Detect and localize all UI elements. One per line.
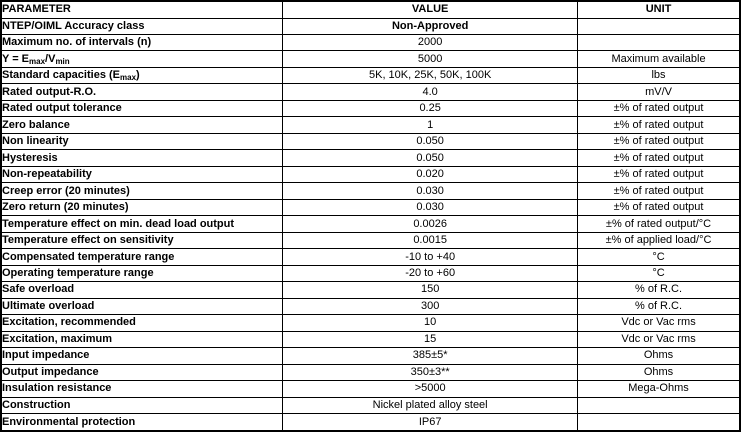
table-row — [1, 199, 740, 215]
value-cell: 2000 — [283, 34, 578, 50]
table-row — [1, 84, 740, 100]
col-header-unit: UNIT — [578, 1, 740, 18]
parameter-cell: Safe overload — [1, 282, 283, 298]
parameter-cell: Input impedance — [1, 348, 283, 364]
unit-cell — [578, 34, 740, 50]
value-cell: Non-Approved — [283, 18, 578, 34]
unit-cell: ±% of rated output — [578, 117, 740, 133]
unit-cell: °C — [578, 249, 740, 265]
table-row — [1, 183, 740, 199]
parameter-cell: Temperature effect on min. dead load output — [1, 216, 283, 232]
unit-cell — [578, 18, 740, 34]
value-cell: Nickel plated alloy steel — [283, 397, 578, 413]
value-cell: 5000 — [283, 51, 578, 67]
unit-cell: ±% of rated output — [578, 199, 740, 215]
header-row — [1, 1, 740, 18]
col-header-parameter: PARAMETER — [1, 1, 283, 18]
unit-cell: ±% of applied load/°C — [578, 232, 740, 248]
parameter-cell: Environmental protection — [1, 414, 283, 431]
value-cell: 300 — [283, 298, 578, 314]
value-cell: 0.25 — [283, 100, 578, 116]
parameter-cell: Non linearity — [1, 133, 283, 149]
unit-cell: ±% of rated output/°C — [578, 216, 740, 232]
table-row — [1, 18, 740, 34]
parameter-cell: Non-repeatability — [1, 166, 283, 182]
parameter-cell: Hysteresis — [1, 150, 283, 166]
unit-cell: ±% of rated output — [578, 100, 740, 116]
table-row — [1, 331, 740, 347]
table-row — [1, 298, 740, 314]
parameter-cell: Rated output tolerance — [1, 100, 283, 116]
parameter-cell: Zero return (20 minutes) — [1, 199, 283, 215]
table-row — [1, 364, 740, 380]
parameter-cell: Temperature effect on sensitivity — [1, 232, 283, 248]
unit-cell: °C — [578, 265, 740, 281]
value-cell: 0.030 — [283, 183, 578, 199]
table-row — [1, 216, 740, 232]
unit-cell: ±% of rated output — [578, 183, 740, 199]
parameter-cell: Zero balance — [1, 117, 283, 133]
unit-cell: % of R.C. — [578, 298, 740, 314]
value-cell: 0.020 — [283, 166, 578, 182]
unit-cell: Vdc or Vac rms — [578, 331, 740, 347]
parameter-cell: Rated output-R.O. — [1, 84, 283, 100]
parameter-cell: NTEP/OIML Accuracy class — [1, 18, 283, 34]
unit-cell: lbs — [578, 67, 740, 83]
value-cell: >5000 — [283, 381, 578, 397]
table-row — [1, 265, 740, 281]
table-row — [1, 282, 740, 298]
value-cell: -10 to +40 — [283, 249, 578, 265]
table-row — [1, 34, 740, 50]
parameter-cell: Construction — [1, 397, 283, 413]
unit-cell — [578, 414, 740, 431]
value-cell: -20 to +60 — [283, 265, 578, 281]
unit-cell: % of R.C. — [578, 282, 740, 298]
parameter-cell: Excitation, recommended — [1, 315, 283, 331]
value-cell: 350±3** — [283, 364, 578, 380]
value-cell: 0.050 — [283, 133, 578, 149]
value-cell: 0.0026 — [283, 216, 578, 232]
col-header-value: VALUE — [283, 1, 578, 18]
value-cell: 150 — [283, 282, 578, 298]
unit-cell: Vdc or Vac rms — [578, 315, 740, 331]
parameter-cell: Standard capacities $(E_{max})$ — [1, 67, 283, 83]
value-cell: 4.0 — [283, 84, 578, 100]
table-row — [1, 133, 740, 149]
unit-cell — [578, 397, 740, 413]
unit-cell: ±% of rated output — [578, 150, 740, 166]
table-row — [1, 100, 740, 116]
value-cell: 10 — [283, 315, 578, 331]
parameter-cell: Ultimate overload — [1, 298, 283, 314]
value-cell: 5K, 10K, 25K, 50K, 100K — [283, 67, 578, 83]
parameter-cell: Output impedance — [1, 364, 283, 380]
table-row — [1, 381, 740, 397]
parameter-cell: Excitation, maximum — [1, 331, 283, 347]
table-row — [1, 315, 740, 331]
table-row — [1, 397, 740, 413]
unit-cell: ±% of rated output — [578, 133, 740, 149]
value-cell: 1 — [283, 117, 578, 133]
unit-cell: Ohms — [578, 364, 740, 380]
parameter-cell: Compensated temperature range — [1, 249, 283, 265]
value-cell: IP67 — [283, 414, 578, 431]
parameter-cell: Creep error (20 minutes) — [1, 183, 283, 199]
value-cell: 385±5* — [283, 348, 578, 364]
table-row — [1, 348, 740, 364]
table-row — [1, 67, 740, 83]
spec-table-body — [1, 18, 740, 431]
unit-cell: ±% of rated output — [578, 166, 740, 182]
value-cell: 0.0015 — [283, 232, 578, 248]
table-row — [1, 414, 740, 431]
table-row — [1, 249, 740, 265]
value-cell: 15 — [283, 331, 578, 347]
table-row — [1, 51, 740, 67]
table-row — [1, 232, 740, 248]
table-row — [1, 150, 740, 166]
value-cell: 0.030 — [283, 199, 578, 215]
parameter-cell: Operating temperature range — [1, 265, 283, 281]
unit-cell: Mega-Ohms — [578, 381, 740, 397]
value-cell: 0.050 — [283, 150, 578, 166]
table-row — [1, 166, 740, 182]
unit-cell: mV/V — [578, 84, 740, 100]
table-row — [1, 117, 740, 133]
parameter-cell: Maximum no. of intervals (n) — [1, 34, 283, 50]
unit-cell: Ohms — [578, 348, 740, 364]
unit-cell: Maximum available — [578, 51, 740, 67]
parameter-cell: Insulation resistance — [1, 381, 283, 397]
parameter-cell: $Y = E_{max}/V_{min}$ — [1, 51, 283, 67]
